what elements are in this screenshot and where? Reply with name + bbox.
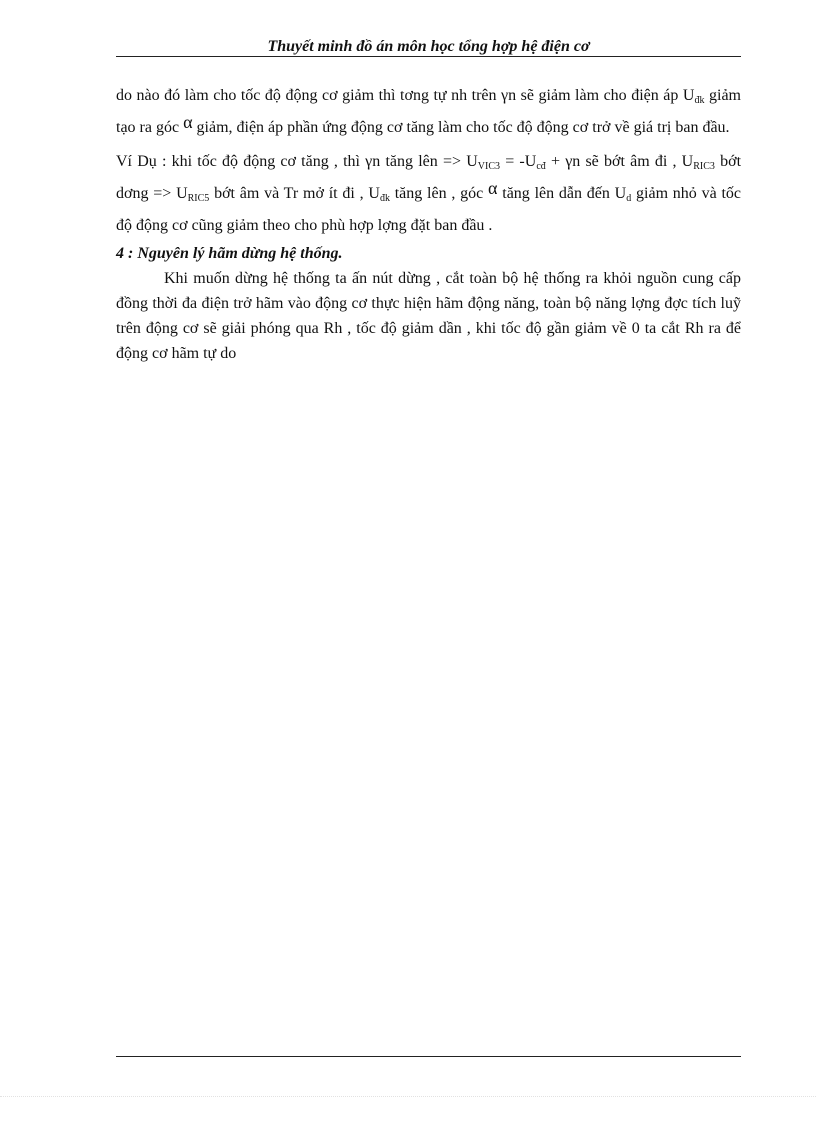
para2-text-a: Ví Dụ : khi tốc độ động cơ tăng , thì γn tăng lên => U: [116, 153, 478, 170]
page-header-title: Thuyết minh đồ án môn học tổng hợp hệ điện cơ: [267, 38, 590, 55]
para1-text-a: do nào đó làm cho tốc độ động cơ giảm thì tơng tự nh trên γn sẽ giảm làm cho điện áp U: [116, 87, 695, 104]
para2-sub-1: VIC3: [477, 161, 500, 172]
para2-sub-3: RIC3: [693, 161, 715, 172]
para1-text-b: giảm tạo ra góc: [116, 87, 741, 136]
para1-text-c: giảm, điện áp phần ứng động cơ tăng làm cho tốc độ động cơ trở về giá trị ban đầu.: [192, 119, 730, 136]
section-heading: 4 : Nguyên lý hãm dừng hệ thống.: [116, 245, 343, 262]
footer-rule: [116, 1056, 741, 1057]
para2-text-f: tăng lên , góc: [389, 185, 489, 202]
page-edge-dotted-line: [0, 1096, 816, 1097]
alpha-symbol: α: [183, 112, 193, 132]
para2-sub-4: RIC5: [187, 193, 210, 204]
para2-text-e: bớt âm và Tr mở ít đi , U: [209, 185, 380, 202]
para2-sub-5: đk: [379, 193, 390, 204]
para1-sub-dk: đk: [694, 95, 705, 106]
para2-text-c: + γn sẽ bớt âm đi , U: [545, 153, 694, 170]
para2-text-d: bớt dơng => U: [116, 153, 742, 202]
para2-text-g: tăng lên dẫn đến U: [497, 185, 627, 202]
paragraph-1: [116, 80, 741, 144]
para2-text-b: = -U: [500, 153, 537, 170]
paragraph-3: Khi muốn dừng hệ thống ta ấn nút dừng , cắt toàn bộ hệ thống ra khỏi nguồn cung cấp đồng thời đa điện trở hãm vào động cơ thực hiện hãm động năng, toàn bộ năng lợng đợc tích luỹ trên động cơ sẽ giải phóng qua Rh , tốc độ giảm dần , khi tốc độ gần giảm về 0 ta cắt Rh ra để động cơ hãm tự do: [116, 270, 741, 362]
document-body: [116, 80, 741, 366]
alpha-symbol: α: [488, 178, 498, 198]
para2-sub-6: d: [626, 193, 632, 204]
para2-sub-2: cđ: [536, 161, 546, 172]
header-rule: [116, 56, 741, 57]
paragraph-2: [116, 146, 741, 242]
para2-text-h: giảm nhỏ và tốc độ động cơ cũng giảm theo cho phù hợp lợng đặt ban đầu .: [116, 185, 742, 234]
